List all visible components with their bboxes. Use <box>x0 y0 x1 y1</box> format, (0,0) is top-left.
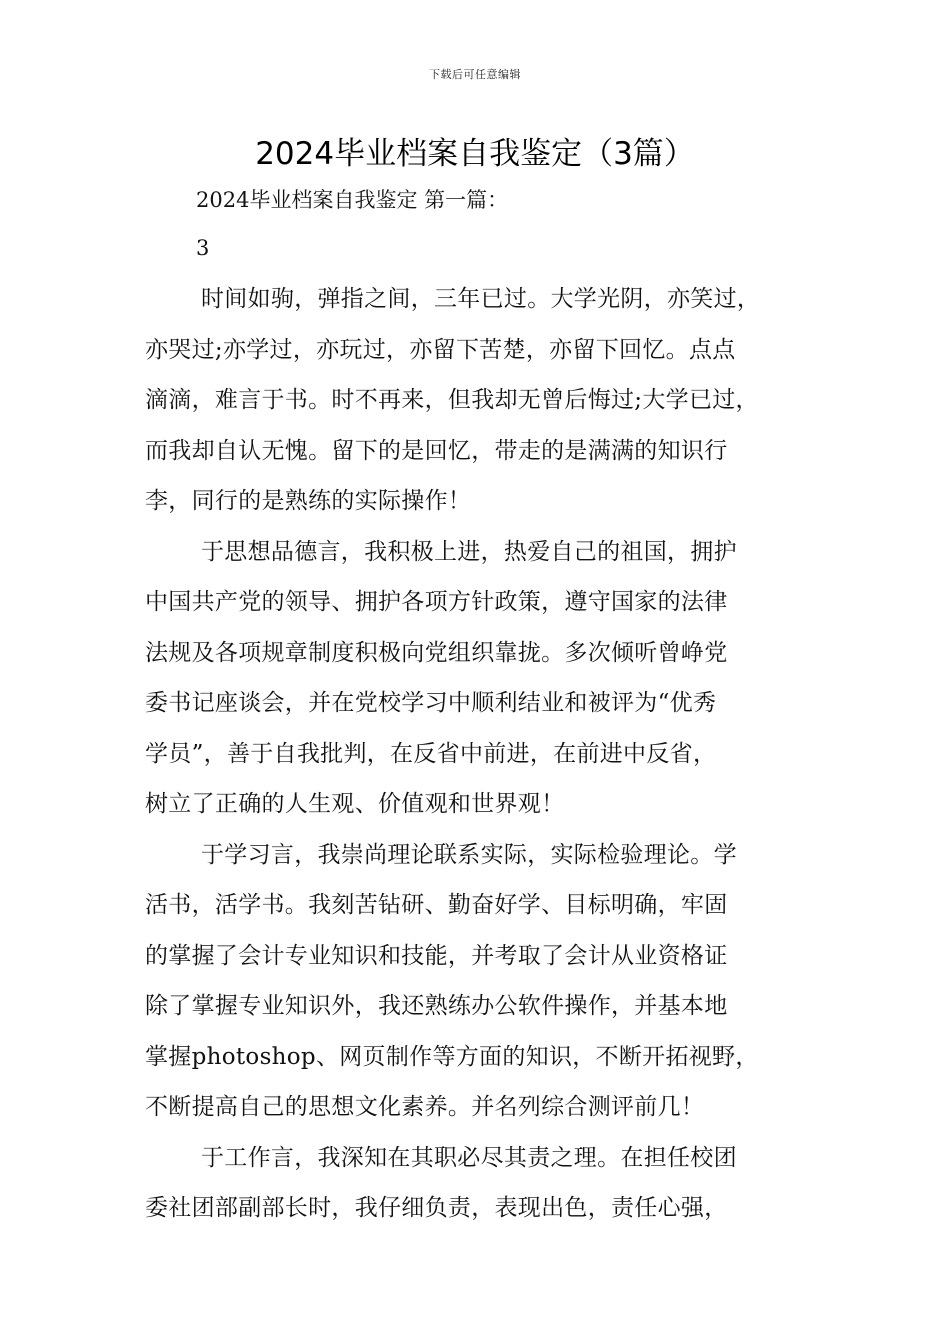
text-line: 的掌握了会计专业知识和技能，并考取了会计从业资格证 <box>145 942 728 969</box>
paragraph <box>145 1139 845 1240</box>
text-line: 不断提高自己的思想文化素养。并名列综合测评前几！ <box>145 1094 705 1120</box>
header-note: 下载后可任意编辑 <box>429 68 521 81</box>
text-line: 于工作言，我深知在其职必尽其责之理。在担任校团 <box>201 1144 737 1171</box>
text-line: 委书记座谈会，并在党校学习中顺利结业和被评为“优秀 <box>145 690 717 716</box>
text-line: 活书，活学书。我刻苦钻研、勤奋好学、目标明确，牢固 <box>145 892 728 918</box>
text-line: 树立了正确的人生观、价值观和世界观！ <box>145 791 565 817</box>
section-number: 3 <box>196 236 210 260</box>
text-line: 学员”，善于自我批判，在反省中前进，在前进中反省， <box>145 740 717 767</box>
document-body <box>145 280 845 1240</box>
text-line: 滴滴，难言于书。时不再来，但我却无曾后悔过;大学已过， <box>145 387 759 413</box>
text-line: 中国共产党的领导、拥护各项方针政策，遵守国家的法律 <box>145 589 728 615</box>
text-line: 而我却自认无愧。留下的是回忆，带走的是满满的知识行 <box>145 437 728 464</box>
text-line: 掌握photoshop、网页制作等方面的知识，不断开拓视野， <box>145 1043 759 1070</box>
text-line: 于思想品德言，我积极上进，热爱自己的祖国，拥护 <box>201 538 737 565</box>
text-line: 委社团部副部长时，我仔细负责，表现出色，责任心强， <box>145 1195 728 1221</box>
paragraph <box>145 836 845 1139</box>
text-line: 亦哭过;亦学过，亦玩过，亦留下苦楚，亦留下回忆。点点 <box>145 336 736 363</box>
text-line: 时间如驹，弹指之间，三年已过。大学光阴，亦笑过， <box>201 286 761 312</box>
paragraph <box>145 533 845 836</box>
section-subtitle: 2024毕业档案自我鉴定 第一篇： <box>196 188 509 212</box>
document-title: 2024毕业档案自我鉴定（3篇） <box>255 136 695 172</box>
paragraph <box>145 280 845 533</box>
text-line: 法规及各项规章制度积极向党组织靠拢。多次倾听曾峥党 <box>145 639 728 666</box>
text-line: 李，同行的是熟练的实际操作！ <box>145 488 472 514</box>
text-line: 于学习言，我崇尚理论联系实际，实际检验理论。学 <box>201 841 737 868</box>
text-line: 除了掌握专业知识外，我还熟练办公软件操作，并基本地 <box>145 993 728 1019</box>
